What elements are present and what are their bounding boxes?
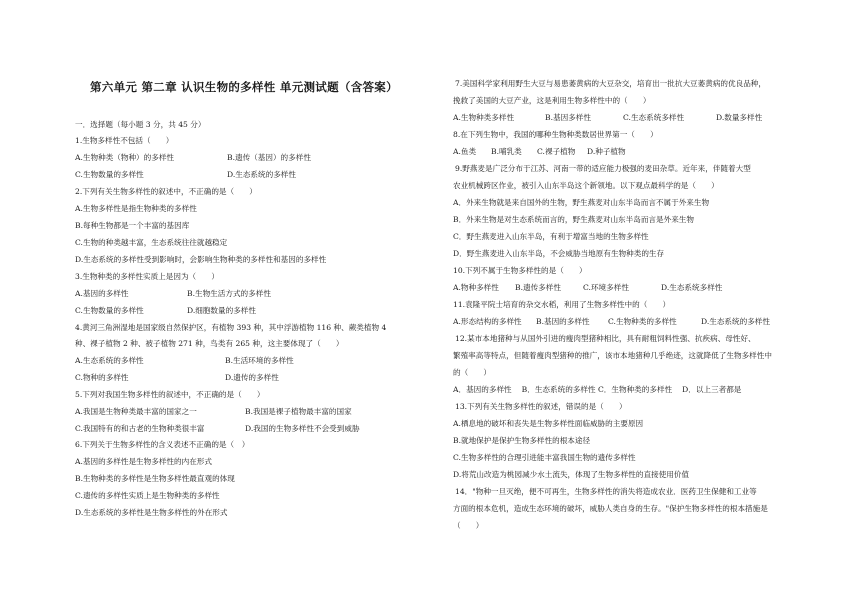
option-a: A.物种多样性 <box>453 283 499 292</box>
question-3: 3.生物种类的多样性实质上是因为（ ） <box>75 272 219 281</box>
option-d: D.生态系统的多样性 <box>701 317 770 326</box>
question-4-line2: 种、裸子植物 2 种、被子植物 271 种，鸟类有 265 种，这主要体现了（ ） <box>75 339 344 348</box>
option-b: B.基因的多样性 <box>536 317 590 326</box>
option-c: C.环境多样性 <box>583 283 629 292</box>
question-12-line2: 繁殖率高等特点，但随着瘦肉型猪种的推广，该市本地猪种几乎绝迹，这就降低了生物多样性中 <box>453 351 772 360</box>
option-b: B.哺乳类 <box>491 147 522 156</box>
question-7-line2: 挽救了美国的大豆产业，这是利用生物多样性中的（ ） <box>453 96 651 105</box>
option-d: D.生态系统多样性 <box>661 283 723 292</box>
option-a: A.栖息地的破坏和丧失是生物多样性面临威胁的主要原因 <box>453 419 644 428</box>
option-a: A.基因的多样性是生物多样性的内在形式 <box>75 457 212 466</box>
option-b: B.我国是裸子植物最丰富的国家 <box>245 407 352 416</box>
question-12-line1: 12.某市本地猪种与从国外引进的瘦肉型猪种相比，具有耐粗饲料性强、抗疾病、母性好、 <box>455 334 756 343</box>
option-c: C.生物数量的多样性 <box>75 170 144 179</box>
option-b: B.就地保护是保护生物多样性的根本途径 <box>453 436 591 445</box>
option-c: C.裸子植物 <box>537 147 576 156</box>
question-14-line3: （ ） <box>453 521 484 530</box>
page-title: 第六单元 第二章 认识生物的多样性 单元测试题（含答案） <box>90 80 398 94</box>
question-14-line2: 方面的根本危机，造成生态环境的破坏，威胁人类自身的生存。"保护生物多样性的根本措施是 <box>453 504 768 513</box>
question-4-options-row2 <box>75 373 279 383</box>
question-3-options-row2 <box>75 306 256 316</box>
option-c: C．野生燕麦进入山东半岛，有利于增富当地的生物多样性 <box>453 232 649 241</box>
question-8-options <box>453 147 626 157</box>
question-1-options-row1 <box>75 153 311 163</box>
question-9-line1: 9.野燕麦是广泛分布于江苏、河南一带的适应能力极强的麦田杂草。近年来，伴随着大型 <box>455 164 751 173</box>
question-5-options-row1 <box>75 407 352 417</box>
question-12-line3: 的（ ） <box>453 368 491 377</box>
option-c: C.物种的多样性 <box>75 373 129 382</box>
option-a: A.基因的多样性 <box>75 289 129 298</box>
question-14-line1: 14．"物种一旦灭绝，便不可再生，生物多样性的消失将造成农业．医药卫生保健和工业等 <box>455 487 757 496</box>
question-11-options <box>453 317 770 327</box>
question-1: 1.生物多样性不包括（ ） <box>75 136 174 145</box>
question-2: 2.下列有关生物多样性的叙述中，不正确的是（ ） <box>75 187 257 196</box>
question-6: 6.下列关于生物多样性的含义表述不正确的是（ ） <box>75 440 250 449</box>
option-c: C.生物的种类越丰富，生态系统往往就越稳定 <box>75 238 228 247</box>
option-c: C.生物种类的多样性 <box>608 317 677 326</box>
question-10-options <box>453 283 722 293</box>
option-d: D.细胞数量的多样性 <box>187 306 256 315</box>
question-5: 5.下列对我国生物多样性的叙述中，不正确的是（ ） <box>75 390 265 399</box>
section-heading: 一．选择题（每小题 3 分，共 45 分） <box>75 120 206 129</box>
question-10: 10.下列不属于生物多样性的是（ ） <box>453 266 587 275</box>
option-d: D.数量多样性 <box>716 113 763 122</box>
option-b: B.遗传（基因）的多样性 <box>227 153 311 162</box>
option-b: B.基因多样性 <box>545 113 591 122</box>
option-c: C.生物多样性的合理引进能丰富我国生物的遗传多样性 <box>453 453 636 462</box>
question-13: 13.下列有关生物多样性的叙述，错误的是（ ） <box>455 402 627 411</box>
question-4-options-row1 <box>75 356 294 366</box>
option-a: A.生物种类（物种）的多样性 <box>75 153 175 162</box>
option-d: D．野生燕麦进入山东半岛，不会威胁当地原有生物种类的生存 <box>453 249 665 258</box>
question-11: 11.袁隆平院士培育的杂交水稻，利用了生物多样性中的（ ） <box>453 300 671 309</box>
option-b: B．外来生物是对生态系统而言的，野生燕麦对山东半岛而言是外来生物 <box>453 215 694 224</box>
option-d: D.生态系统的多样性 <box>227 170 296 179</box>
question-1-options-row2 <box>75 170 296 180</box>
option-c: C.生物数量的多样性 <box>75 306 144 315</box>
question-7-options <box>453 113 762 123</box>
question-7-line1: 7.美国科学家利用野生大豆与易患萎黄病的大豆杂交，培育出一批抗大豆萎黄病的优良品种， <box>455 79 766 88</box>
option-d: D.种子植物 <box>587 147 626 156</box>
option-b: B.遗传多样性 <box>515 283 561 292</box>
question-8: 8.在下列生物中，我国的哪种生物种类数居世界第一（ ） <box>453 130 658 139</box>
option-a: A．外来生物就是来自国外的生物，野生燕麦对山东半岛而言不属于外来生物 <box>453 198 710 207</box>
option-b: B.生物生活方式的多样性 <box>187 289 271 298</box>
option-a: A.生物多样性是指生物种类的多样性 <box>75 204 197 213</box>
option-a: A.鱼类 <box>453 147 477 156</box>
option-d: D.遗传的多样性 <box>225 373 279 382</box>
question-12-options: A．基因的多样性 B．生态系统的多样性 C．生物种类的多样性 D．以上三者都是 <box>453 385 742 394</box>
option-d: D.生态系统的多样性受到影响时，会影响生物种类的多样性和基因的多样性 <box>75 255 327 264</box>
question-4-line1: 4.黄河三角洲湿地是国家级自然保护区，有植物 393 种，其中浮游植物 116 种、蕨类植物 4 <box>75 323 387 332</box>
option-c: C.我国特有的和古老的生物种类很丰富 <box>75 424 205 433</box>
option-b: B.生物种类的多样性是生物多样性最直观的体现 <box>75 474 235 483</box>
option-a: A.我国是生物种类最丰富的国家之一 <box>75 407 197 416</box>
option-a: A.生态系统的多样性 <box>75 356 144 365</box>
option-b: B.生活环境的多样性 <box>225 356 294 365</box>
option-c: C.遗传的多样性实质上是生物种类的多样性 <box>75 491 220 500</box>
option-c: C.生态系统多样性 <box>623 113 685 122</box>
question-5-options-row2 <box>75 424 360 434</box>
option-d: D.将荒山改造为桃园减少水土流失，体现了生物多样性的直接使用价值 <box>453 470 690 479</box>
option-d: D.生态系统的多样性是生物多样性的外在形式 <box>75 508 228 517</box>
option-d: D.我国的生物多样性不会受到威胁 <box>245 424 360 433</box>
question-9-line2: 农业机械跨区作业，被引入山东半岛这个新领地。以下观点最科学的是（ ） <box>453 181 719 190</box>
option-a: A.生物种类多样性 <box>453 113 515 122</box>
option-a: A.形态结构的多样性 <box>453 317 522 326</box>
option-b: B.每种生物都是一个丰富的基因库 <box>75 221 190 230</box>
question-3-options-row1 <box>75 289 271 299</box>
